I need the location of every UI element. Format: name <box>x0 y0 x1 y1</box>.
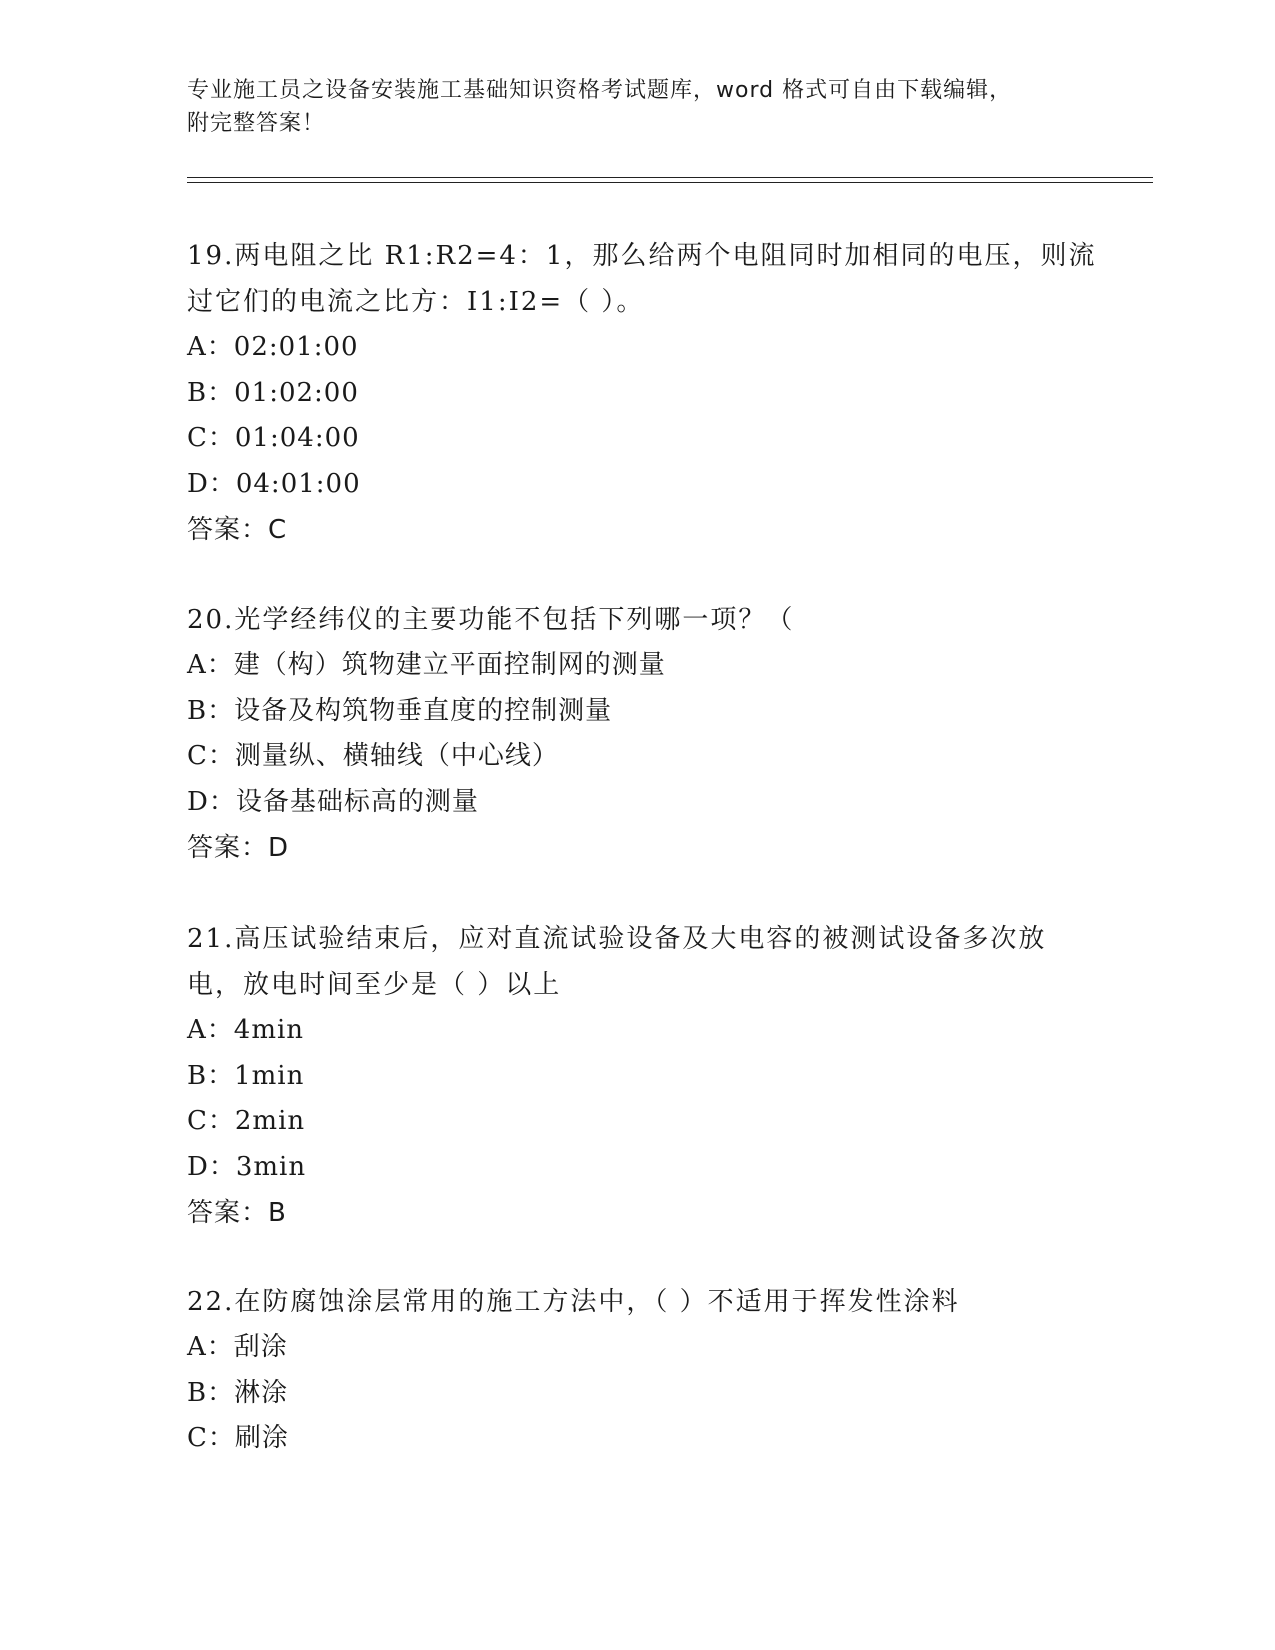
option-a: A：4min <box>187 1015 305 1045</box>
header-line-2: 附完整答案！ <box>187 111 326 136</box>
option-c: C：测量纵、横轴线（中心线） <box>187 741 559 771</box>
question-22 <box>187 1279 1087 1462</box>
option-a: A：建（构）筑物建立平面控制网的测量 <box>187 650 666 680</box>
question-stem-line: 22.在防腐蚀涂层常用的施工方法中，（ ）不适用于挥发性涂料 <box>187 1287 960 1317</box>
question-19 <box>187 233 1097 553</box>
header-divider-bottom <box>187 182 1153 183</box>
option-a: A：刮涂 <box>187 1332 288 1362</box>
answer-label: 答案：B <box>187 1198 287 1228</box>
question-stem-line: 电，放电时间至少是（ ）以上 <box>187 970 562 1000</box>
header-line-1: 专业施工员之设备安装施工基础知识资格考试题库，word 格式可自由下载编辑， <box>187 78 1013 103</box>
answer-label: 答案：D <box>187 833 290 863</box>
option-b: B：01:02:00 <box>187 377 359 408</box>
option-b: B：设备及构筑物垂直度的控制测量 <box>187 695 613 726</box>
question-20 <box>187 597 1087 871</box>
option-d: D：设备基础标高的测量 <box>187 786 479 817</box>
option-a: A：02:01:00 <box>187 332 359 362</box>
answer-label: 答案：C <box>187 515 288 545</box>
question-stem-line: 19.两电阻之比 R1:R2=4：1，那么给两个电阻同时加相同的电压，则流 <box>187 241 1097 271</box>
option-b: B：淋涂 <box>187 1377 289 1408</box>
header-divider-top <box>187 177 1153 178</box>
option-d: D：3min <box>187 1151 307 1182</box>
question-21 <box>187 916 1087 1236</box>
option-d: D：04:01:00 <box>187 468 361 499</box>
document-header <box>187 74 1067 140</box>
question-stem-line: 20.光学经纬仪的主要功能不包括下列哪一项？（ <box>187 605 795 635</box>
question-stem-line: 21.高压试验结束后，应对直流试验设备及大电容的被测试设备多次放 <box>187 924 1047 954</box>
question-stem-line: 过它们的电流之比方：I1:I2=（ ）。 <box>187 287 645 317</box>
option-c: C：刷涂 <box>187 1423 289 1453</box>
option-b: B：1min <box>187 1060 305 1091</box>
option-c: C：2min <box>187 1106 306 1136</box>
option-c: C：01:04:00 <box>187 423 360 453</box>
